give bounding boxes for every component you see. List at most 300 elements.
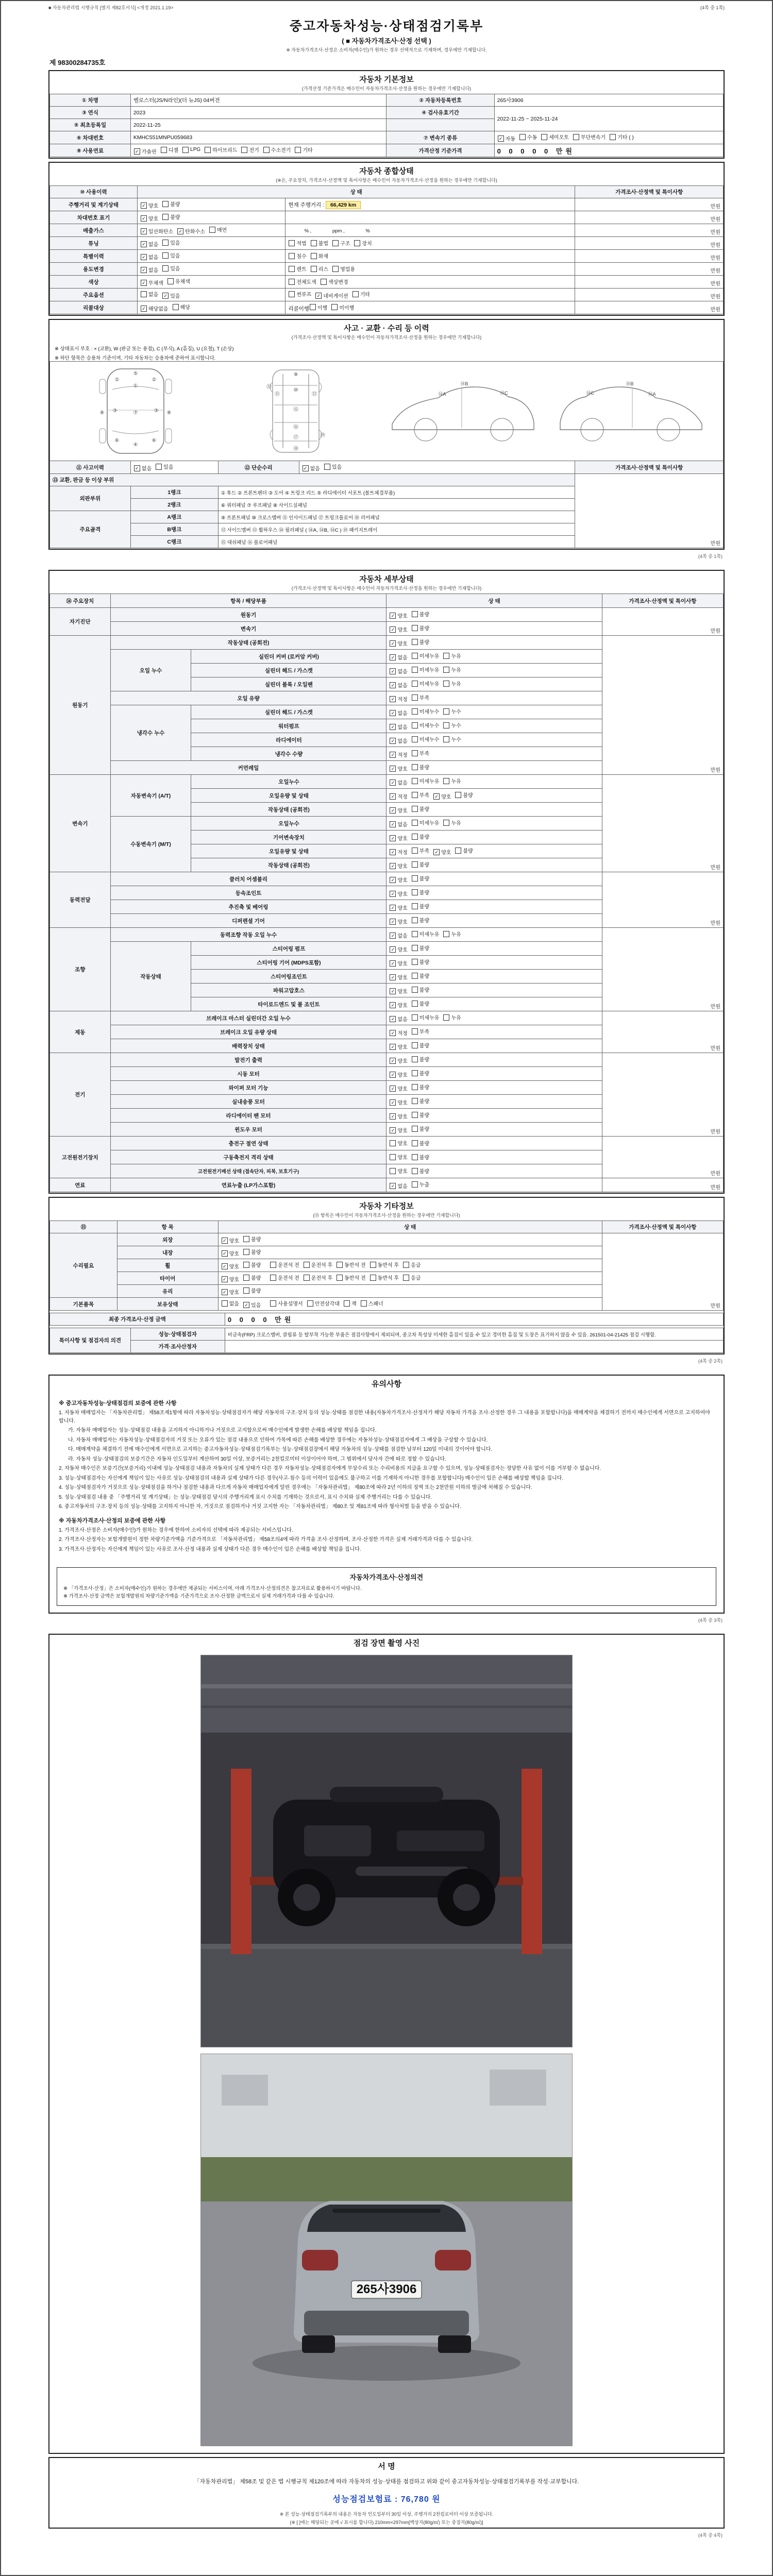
checkbox-label: 렌트 — [296, 267, 307, 273]
checkbox-미세누수[interactable] — [412, 735, 440, 743]
checkbox-label: 없음 — [310, 466, 320, 472]
checkbox-불량[interactable] — [412, 860, 429, 868]
checkbox-없음[interactable] — [141, 240, 158, 248]
checkbox-디젤[interactable] — [161, 146, 178, 154]
label-cell: ⑫ 단순수리 — [218, 461, 299, 474]
checkbox-해당없음[interactable] — [141, 304, 169, 312]
checkbox-양호[interactable] — [390, 639, 407, 647]
svg-text:⑯: ⑯ — [293, 425, 299, 430]
checkbox-없음[interactable] — [390, 1182, 407, 1190]
value-cell — [137, 289, 285, 301]
checkbox-미세누유[interactable] — [412, 819, 440, 826]
checkbox-label: 양호 — [229, 1264, 240, 1270]
checkbox-mark — [412, 1042, 418, 1048]
svg-text:⑧: ⑧ — [99, 410, 105, 416]
checkbox-mark: ✓ — [141, 306, 147, 312]
value-cell — [130, 461, 218, 474]
checkbox-불량[interactable] — [412, 874, 429, 882]
checkbox-장치[interactable] — [354, 239, 372, 247]
section-accident-history — [48, 319, 725, 550]
checkbox-수소전기[interactable] — [263, 146, 291, 154]
checkbox-mark — [263, 147, 270, 153]
final-price-cell: 0 0 0 0 만원 — [225, 1313, 723, 1326]
checkbox-불량[interactable] — [412, 833, 429, 840]
checkbox-불량[interactable] — [243, 1286, 261, 1294]
checkbox-label: 양호 — [397, 906, 408, 911]
label-cell: 변속기 — [110, 622, 386, 636]
checkbox-해당[interactable] — [173, 303, 190, 311]
checkbox-있음[interactable] — [324, 463, 342, 470]
checkbox-label: 색상변경 — [328, 280, 348, 286]
label-cell: 작동상태 — [110, 942, 191, 1011]
checkbox-없음[interactable] — [390, 931, 407, 939]
notice-body — [49, 1389, 724, 1562]
checkbox-누유[interactable] — [443, 666, 461, 673]
label-cell: 스티어링 기어 (MDPS포함) — [191, 956, 386, 970]
checkbox-양호[interactable] — [141, 214, 158, 222]
final-price-table — [49, 1313, 724, 1326]
checkbox-불량[interactable] — [455, 791, 473, 799]
checkbox-양호[interactable] — [433, 792, 451, 800]
checkbox-없음[interactable] — [390, 737, 407, 744]
checkbox-없음[interactable] — [222, 1299, 239, 1307]
license-plate-text: 265사3906 — [356, 2282, 417, 2297]
checkbox-불량[interactable] — [412, 888, 429, 896]
checkbox-불량[interactable] — [243, 1248, 261, 1256]
checkbox-미세누유[interactable] — [412, 1013, 440, 1021]
checkbox-label: 양호 — [229, 1239, 240, 1244]
checkbox-label: 동반석 후 — [377, 1263, 399, 1268]
checkbox-mark: ✓ — [222, 1276, 228, 1282]
checkbox-무채색[interactable] — [141, 279, 163, 286]
checkbox-구조[interactable] — [332, 239, 350, 247]
checkbox-잭[interactable] — [344, 1299, 357, 1307]
label-cell: 클러치 어셈블리 — [110, 872, 386, 886]
page-mark-4: (4쪽 중 4쪽) — [698, 2533, 722, 2538]
section-etc-info — [48, 1197, 725, 1354]
checkbox-label: 불량 — [419, 1071, 430, 1077]
checkbox-양호[interactable] — [222, 1236, 239, 1244]
checkbox-없음[interactable] — [141, 266, 158, 274]
checkbox-있음[interactable] — [162, 239, 180, 246]
checkbox-미세누유[interactable] — [412, 652, 440, 659]
value-cell: ① 후드 ② 프론트펜더 ③ 도어 ④ 트렁크 리드 ⑤ 라디에이터 서포트 (볼트체결부품) — [218, 486, 575, 499]
checkbox-양호[interactable] — [390, 904, 407, 911]
checkbox-응급[interactable] — [403, 1261, 421, 1268]
checkbox-미세누유[interactable] — [412, 777, 440, 785]
checkbox-양호[interactable] — [390, 1071, 407, 1078]
checkbox-양호[interactable] — [390, 834, 407, 842]
checkbox-불량[interactable] — [412, 944, 429, 952]
checkbox-mark: ✓ — [141, 280, 147, 286]
checkbox-적법[interactable] — [289, 239, 306, 247]
checkbox-mark — [610, 134, 616, 140]
svg-text:⑥: ⑥ — [114, 438, 120, 444]
checkbox-불량[interactable] — [412, 1139, 429, 1147]
checkbox-없음[interactable] — [141, 253, 158, 261]
svg-text:⑩: ⑩ — [293, 387, 298, 393]
checkbox-label: 불량 — [251, 1263, 261, 1268]
label-cell: 자기진단 — [50, 608, 111, 636]
checkbox-label: 없음 — [397, 655, 408, 661]
checkbox-label: 부족 — [419, 751, 430, 757]
checkbox-불량[interactable] — [412, 1125, 429, 1132]
checkbox-mark — [412, 820, 418, 826]
checkbox-화재[interactable] — [311, 252, 328, 260]
checkbox-불량[interactable] — [412, 624, 429, 632]
checkbox-label: 불량 — [419, 1113, 430, 1118]
checkbox-기타[interactable] — [295, 146, 312, 154]
checkbox-누유[interactable] — [443, 930, 461, 938]
label-cell: 가격조사·산정액 및 특이사항 — [602, 594, 723, 608]
checkbox-mark: ✓ — [390, 710, 396, 716]
checkbox-미세누수[interactable] — [412, 721, 440, 729]
checkbox-양호[interactable] — [390, 806, 407, 814]
checkbox-mark: ✓ — [390, 835, 396, 841]
checkbox-매연[interactable] — [209, 226, 227, 233]
value-cell: 만원 — [575, 474, 724, 548]
value-cell — [285, 276, 575, 289]
checkbox-사용설명서[interactable] — [270, 1299, 303, 1307]
checkbox-리스[interactable] — [311, 265, 328, 273]
checkbox-네비게이션[interactable] — [315, 292, 348, 299]
checkbox-label: 구조 — [340, 241, 350, 247]
checkbox-mark — [344, 1300, 350, 1307]
checkbox-썬루프[interactable] — [289, 290, 311, 298]
checkbox-누유[interactable] — [443, 652, 461, 659]
notice-item: 나. 자동차 매매업자는 자동차성능·상태점검자의 거짓 또는 오류가 있는 점검 내용으로 인하여 가목에 따른 손해를 배상한 경우에는 자동차성능·상태점검자에게 그 배상을 구상할 수 있습니다. — [68, 1437, 488, 1443]
checkbox-가솔린[interactable] — [134, 147, 157, 155]
checkbox-불량[interactable] — [455, 846, 473, 854]
checkbox-불량[interactable] — [162, 200, 180, 208]
value-cell: 만원 — [602, 775, 723, 872]
checkbox-누수[interactable] — [443, 721, 461, 729]
checkbox-없음[interactable] — [141, 290, 158, 298]
checkbox-양호[interactable] — [390, 1126, 407, 1134]
checkbox-불량[interactable] — [243, 1274, 261, 1281]
checkbox-label: 부족 — [419, 696, 430, 701]
checkbox-양호[interactable] — [222, 1262, 239, 1270]
checkbox-양호[interactable] — [390, 959, 407, 967]
checkbox-스패너[interactable] — [361, 1299, 383, 1307]
svg-text:⑭C: ⑭C — [586, 391, 594, 396]
checkbox-양호[interactable] — [390, 1153, 407, 1161]
checkbox-세미오토[interactable] — [541, 133, 569, 141]
checkbox-양호[interactable] — [390, 1112, 407, 1120]
checkbox-label: 양호 — [397, 892, 408, 897]
checkbox-부족[interactable] — [412, 693, 429, 701]
checkbox-양호[interactable] — [222, 1288, 239, 1296]
checkbox-불량[interactable] — [412, 1069, 429, 1077]
checkbox-mark — [162, 214, 169, 220]
checkbox-mark — [412, 1056, 418, 1062]
label-cell: 시동 모터 — [110, 1067, 386, 1081]
value-cell — [285, 263, 575, 276]
checkbox-양호[interactable] — [390, 918, 407, 925]
checkbox-양호[interactable] — [390, 1043, 407, 1050]
checkbox-label: 적정 — [397, 794, 408, 800]
svg-text:③: ③ — [154, 408, 159, 414]
checkbox-label: 양호 — [441, 794, 451, 800]
checkbox-불량[interactable] — [412, 610, 429, 618]
checkbox-누출[interactable] — [412, 1180, 429, 1188]
value-cell — [285, 250, 575, 263]
valuation-opinion-title: 자동차가격조사·산정의견 — [349, 1573, 424, 1581]
checkbox-전기[interactable] — [241, 146, 259, 154]
checkbox-불량[interactable] — [412, 1111, 429, 1118]
checkbox-침수[interactable] — [289, 252, 306, 260]
checkbox-하이브리드[interactable] — [205, 146, 237, 154]
checkbox-없음[interactable] — [390, 667, 407, 675]
checkbox-label: 양호 — [397, 920, 408, 925]
checkbox-양호[interactable] — [390, 945, 407, 953]
checkbox-없음[interactable] — [390, 653, 407, 661]
value-cell — [137, 263, 285, 276]
checkbox-불량[interactable] — [412, 1041, 429, 1049]
checkbox-양호[interactable] — [390, 876, 407, 884]
checkbox-불량[interactable] — [412, 916, 429, 924]
checkbox-기타[interactable] — [352, 290, 370, 298]
checkbox-mark — [354, 240, 360, 246]
checkbox-양호[interactable] — [390, 765, 407, 772]
checkbox-label: 불량 — [419, 988, 430, 993]
checkbox-운전석 후[interactable] — [304, 1274, 332, 1281]
checkbox-누유[interactable] — [443, 1013, 461, 1021]
checkbox-불량[interactable] — [412, 902, 429, 910]
checkbox-양호[interactable] — [390, 1001, 407, 1009]
checkbox-불량[interactable] — [412, 1153, 429, 1161]
checkbox-불량[interactable] — [412, 958, 429, 965]
checkbox-있음[interactable] — [162, 251, 180, 259]
checkbox-불량[interactable] — [412, 638, 429, 646]
value-cell — [386, 789, 602, 803]
checkbox-label: 양호 — [397, 1059, 408, 1064]
checkbox-LPG[interactable] — [182, 147, 200, 153]
checkbox-label: 불량 — [251, 1289, 261, 1294]
checkbox-label: 양호 — [397, 975, 408, 981]
checkbox-기타 ( )[interactable] — [610, 133, 634, 141]
checkbox-불량[interactable] — [412, 763, 429, 771]
checkbox-불량[interactable] — [412, 1083, 429, 1091]
checkbox-무단변속기[interactable] — [573, 133, 606, 141]
checkbox-양호[interactable] — [390, 1084, 407, 1092]
checkbox-운전석 전[interactable] — [270, 1274, 299, 1281]
checkbox-mark: ✓ — [390, 974, 396, 980]
checkbox-mark — [332, 266, 339, 272]
checkbox-적정[interactable] — [390, 695, 407, 703]
checkbox-미이행[interactable] — [331, 303, 354, 311]
label-cell: 외장 — [117, 1233, 218, 1246]
checkbox-없음[interactable] — [390, 778, 407, 786]
checkbox-label: 응급 — [411, 1263, 421, 1268]
checkbox-양호[interactable] — [390, 612, 407, 619]
label-cell: 상 태 — [386, 594, 602, 608]
checkbox-양호[interactable] — [390, 862, 407, 870]
checkbox-불량[interactable] — [412, 1097, 429, 1105]
checkbox-mark — [412, 639, 418, 645]
detail-condition-table — [49, 594, 724, 1192]
checkbox-동반석 전[interactable] — [337, 1274, 365, 1281]
checkbox-없음[interactable] — [303, 464, 320, 472]
checkbox-mark — [311, 240, 317, 246]
checkbox-있음[interactable] — [243, 1301, 261, 1309]
checkbox-누수[interactable] — [443, 707, 461, 715]
checkbox-mark — [370, 1262, 376, 1268]
checkbox-양호[interactable] — [390, 1098, 407, 1106]
checkbox-label: 미세누유 — [419, 654, 440, 659]
checkbox-label: 불량 — [251, 1276, 261, 1281]
checkbox-label: 운전석 전 — [278, 1276, 299, 1281]
label-cell: 냉각수 수량 — [191, 747, 386, 761]
checkbox-운전석 전[interactable] — [270, 1261, 299, 1268]
checkbox-누수[interactable] — [443, 735, 461, 743]
checkbox-불량[interactable] — [162, 213, 180, 221]
checkbox-mark — [412, 750, 418, 756]
checkbox-양호[interactable] — [141, 201, 158, 209]
checkbox-동반석 전[interactable] — [337, 1261, 365, 1268]
checkbox-label: 양호 — [229, 1290, 240, 1296]
checkbox-label: 양호 — [397, 1128, 408, 1134]
checkbox-운전석 후[interactable] — [304, 1261, 332, 1268]
checkbox-양호[interactable] — [222, 1249, 239, 1257]
checkbox-양호[interactable] — [390, 1139, 407, 1147]
checkbox-있음[interactable] — [156, 463, 173, 470]
checkbox-없음[interactable] — [390, 723, 407, 731]
form-reference: ■ 자동차관리법 시행규칙 [별지 제82호서식] <개정 2021.1.19> — [48, 5, 174, 10]
checkbox-미세누유[interactable] — [412, 666, 440, 673]
checkbox-탄화수소[interactable] — [177, 227, 205, 235]
checkbox-양호[interactable] — [222, 1275, 239, 1283]
checkbox-미세누유[interactable] — [412, 930, 440, 938]
checkbox-적정[interactable] — [390, 792, 407, 800]
checkbox-부족[interactable] — [412, 791, 429, 799]
checkbox-렌트[interactable] — [289, 265, 306, 273]
detail-condition-note: (가격조사·산정액 및 특이사항은 매수인이 자동차가격조사·산정을 원하는 경우에만 기재합니다) — [291, 586, 482, 591]
checkbox-label: 누수 — [451, 737, 461, 743]
checkbox-없음[interactable] — [390, 1015, 407, 1023]
checkbox-mark — [162, 265, 169, 272]
checkbox-양호[interactable] — [390, 987, 407, 995]
page-mark-2: (4쪽 중 2쪽) — [698, 1359, 722, 1364]
checkbox-적정[interactable] — [390, 1029, 407, 1037]
checkbox-부족[interactable] — [412, 1027, 429, 1035]
checkbox-label: 가솔린 — [141, 149, 157, 155]
checkbox-누유[interactable] — [443, 680, 461, 687]
checkbox-불량[interactable] — [412, 1167, 429, 1175]
label-cell: ③ 연식 — [50, 107, 131, 119]
notice-title: 유의사항 — [372, 1380, 401, 1388]
checkbox-안전삼각대[interactable] — [307, 1299, 340, 1307]
checkbox-없음[interactable] — [390, 709, 407, 717]
checkbox-불량[interactable] — [412, 972, 429, 979]
svg-text:②: ② — [152, 377, 157, 383]
checkbox-응급[interactable] — [403, 1274, 421, 1281]
checkbox-유채색[interactable] — [167, 277, 190, 285]
checkbox-label: 일산화탄소 — [148, 229, 174, 235]
label-cell: 유리 — [117, 1285, 218, 1298]
checkbox-label: 불량 — [419, 1155, 430, 1161]
checkbox-색상변경[interactable] — [321, 278, 348, 285]
checkbox-label: 운전석 후 — [311, 1276, 333, 1281]
checkbox-label: 불법 — [318, 241, 329, 247]
value-cell — [386, 1011, 602, 1025]
checkbox-누유[interactable] — [443, 819, 461, 826]
checkbox-mark — [205, 147, 211, 153]
checkbox-label: 양호 — [397, 614, 408, 619]
checkbox-불량[interactable] — [412, 805, 429, 812]
checkbox-일산화탄소[interactable] — [141, 227, 173, 235]
checkbox-없음[interactable] — [134, 464, 152, 472]
document-title: 중고자동차성능·상태점검기록부 — [289, 19, 484, 33]
checkbox-누유[interactable] — [443, 777, 461, 785]
label-cell: ④ 검사유효기간 — [386, 107, 494, 119]
checkbox-label: 누수 — [451, 709, 461, 715]
checkbox-불량[interactable] — [412, 999, 429, 1007]
checkbox-있음[interactable] — [162, 264, 180, 272]
checkbox-label: 없음 — [148, 255, 159, 261]
label-cell: 외판부위 — [50, 486, 131, 511]
mileage-highlight: 66,429 km — [326, 201, 361, 209]
checkbox-불량[interactable] — [243, 1261, 261, 1268]
checkbox-양호[interactable] — [390, 973, 407, 981]
checkbox-적정[interactable] — [390, 848, 407, 856]
checkbox-mark — [173, 304, 179, 310]
label-cell: 차대번호 표기 — [50, 211, 138, 224]
checkbox-이행[interactable] — [310, 303, 327, 311]
checkbox-없음[interactable] — [390, 681, 407, 689]
checkbox-양호[interactable] — [390, 890, 407, 897]
checkbox-영업용[interactable] — [332, 265, 355, 273]
checkbox-수동[interactable] — [519, 133, 537, 141]
checkbox-자동[interactable] — [498, 134, 515, 142]
checkbox-label: 수동 — [527, 135, 537, 141]
checkbox-미세누수[interactable] — [412, 707, 440, 715]
notice-item: 2. 가격조사·산정자는 보험개발원이 정한 차량기준가액을 기준가격으로 「자동차관리법」 제58조의4에 따라 가격을 조사·산정하며, 조사·산정한 가격은 실제 거래가격과 다를 수 있습니다. — [59, 1537, 473, 1543]
value-cell — [386, 1053, 602, 1067]
checkbox-양호[interactable] — [390, 625, 407, 633]
checkbox-전체도색[interactable] — [289, 278, 316, 285]
checkbox-양호[interactable] — [390, 1057, 407, 1064]
notice-item: 다. 매매계약을 체결하기 전에 매수인에게 서면으로 고지하는 중고자동차성능·상태점검기록부는 성능·상태점검장에서 해당 자동차의 성능·상태를 점검한 날부터 120일 이내의 것이어야 합니다. — [68, 1447, 493, 1452]
checkbox-mark — [289, 240, 295, 246]
checkbox-mark: ✓ — [433, 793, 440, 800]
checkbox-양호[interactable] — [433, 848, 451, 856]
checkbox-불량[interactable] — [412, 1055, 429, 1063]
checkbox-label: 적정 — [397, 1031, 408, 1037]
value-cell: 만원 — [575, 211, 724, 224]
checkbox-동반석 후[interactable] — [370, 1261, 399, 1268]
document-subtitle: ( ■ 자동차가격조사·산정 선택 ) — [342, 37, 431, 45]
checkbox-불량[interactable] — [412, 986, 429, 993]
checkbox-미세누유[interactable] — [412, 680, 440, 687]
checkbox-mark — [412, 987, 418, 993]
car-damage-diagrams — [49, 361, 724, 461]
checkbox-label: 양호 — [397, 1100, 408, 1106]
svg-text:⑭B: ⑭B — [626, 381, 634, 386]
checkbox-적정[interactable] — [390, 751, 407, 758]
checkbox-있음[interactable] — [162, 292, 180, 299]
value-cell — [386, 775, 602, 789]
checkbox-없음[interactable] — [390, 820, 407, 828]
notice-item: 1. 가격조사·산정은 소비자(매수인)가 원하는 경우에 한하여 소비자의 선택에 따라 제공되는 서비스입니다. — [59, 1527, 293, 1533]
checkbox-양호[interactable] — [390, 1167, 407, 1175]
checkbox-부족[interactable] — [412, 846, 429, 854]
checkbox-동반석 후[interactable] — [370, 1274, 399, 1281]
checkbox-불량[interactable] — [243, 1235, 261, 1243]
checkbox-부족[interactable] — [412, 749, 429, 757]
checkbox-mark: ✓ — [390, 1113, 396, 1120]
checkbox-불법[interactable] — [311, 239, 328, 247]
